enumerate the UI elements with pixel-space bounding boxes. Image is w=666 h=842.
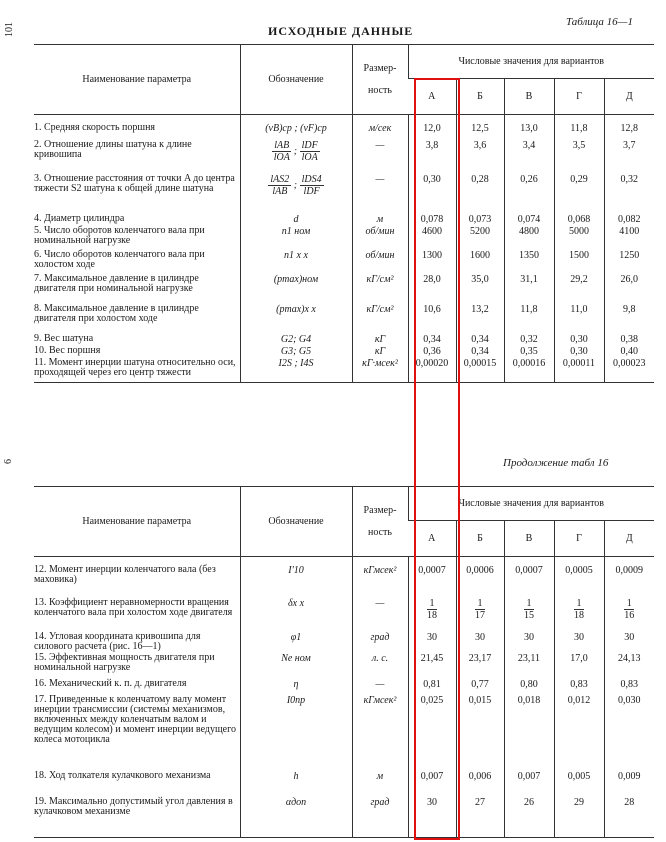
value-cell: 13,0 — [504, 115, 554, 139]
param-unit: кГ — [352, 345, 408, 357]
table-row — [34, 796, 654, 838]
variant-header-2-4: Д — [604, 521, 654, 557]
value-cell: 4100 — [604, 225, 654, 249]
param-symbol: h — [240, 770, 352, 796]
param-name: 7. Максимальное давление в цилиндре двигателя при номинальной нагрузке — [34, 272, 199, 294]
value-cell: 0,30 — [554, 345, 604, 357]
table-row — [34, 273, 654, 303]
col-header-unit-2-l1: Размер- — [363, 504, 397, 516]
table-row — [34, 652, 654, 678]
value-fraction-den: 15 — [524, 609, 534, 621]
param-symbol: η — [240, 678, 352, 694]
value-cell: 11,8 — [554, 115, 604, 139]
value-cell: 30 — [408, 796, 456, 838]
table-row — [34, 213, 654, 225]
symbol-fraction-den: lOA — [273, 151, 290, 163]
param-name: 2. Отношение длины шатуна к длине кривошипа — [34, 138, 192, 160]
param-unit: кГ — [352, 333, 408, 345]
param-unit: м — [352, 213, 408, 225]
col-header-name: Наименование параметра — [34, 45, 240, 115]
variant-header-4: Д — [604, 79, 654, 115]
value-cell: 21,45 — [408, 652, 456, 678]
value-cell: 0,34 — [456, 333, 504, 345]
value-cell: 0,32 — [604, 173, 654, 213]
value-cell: 17,0 — [554, 652, 604, 678]
side-mark: 6 — [3, 459, 14, 464]
param-unit: кГмсек² — [352, 557, 408, 597]
value-cell: 30 — [504, 631, 554, 652]
value-cell: 0,00023 — [604, 357, 654, 383]
value-cell: 0,83 — [554, 678, 604, 694]
value-cell: 9,8 — [604, 303, 654, 333]
value-cell: 12,0 — [408, 115, 456, 139]
value-cell: 0,30 — [408, 173, 456, 213]
param-symbol: φ1 — [240, 631, 352, 652]
param-unit: об/мин — [352, 249, 408, 273]
value-cell: 3,7 — [604, 139, 654, 173]
symbol-fraction-den: lAB — [272, 185, 288, 197]
param-symbol: n1 х х — [240, 249, 352, 273]
value-cell: 0,009 — [604, 770, 654, 796]
value-fraction-num: 1 — [427, 598, 437, 610]
table-row — [34, 173, 654, 213]
value-cell: 0,00016 — [504, 357, 554, 383]
table-row — [34, 678, 654, 694]
page-title: ИСХОДНЫЕ ДАННЫЕ — [268, 24, 414, 38]
table-row — [34, 225, 654, 249]
param-unit: — — [352, 173, 408, 213]
value-cell: 3,8 — [408, 139, 456, 173]
value-cell: 0,074 — [504, 213, 554, 225]
col-header-variants-2: Числовые значения для вариантов — [408, 487, 654, 521]
param-name: 1. Средняя скорость поршня — [34, 122, 156, 133]
value-cell: 0,34 — [408, 333, 456, 345]
table-row — [34, 303, 654, 333]
value-cell: 0,29 — [554, 173, 604, 213]
col-header-variants: Числовые значения для вариантов — [408, 45, 654, 79]
value-cell: 0,81 — [408, 678, 456, 694]
value-cell — [604, 597, 654, 631]
value-cell: 0,26 — [504, 173, 554, 213]
param-symbol: Ne ном — [240, 652, 352, 678]
col-header-unit — [352, 45, 408, 115]
value-cell: 0,0009 — [604, 557, 654, 597]
value-fraction-den: 18 — [427, 609, 437, 621]
value-fraction-den: 16 — [624, 609, 635, 621]
param-symbol: G3; G5 — [240, 345, 352, 357]
param-unit: л. с. — [352, 652, 408, 678]
param-unit: м/сек — [352, 115, 408, 139]
value-cell: 0,0006 — [456, 557, 504, 597]
symbol-fraction — [300, 140, 320, 163]
value-cell: 13,2 — [456, 303, 504, 333]
param-unit: — — [352, 597, 408, 631]
value-cell: 30 — [408, 631, 456, 652]
param-name: 4. Диаметр цилиндра — [34, 212, 125, 224]
param-name: 10. Вес поршня — [34, 344, 101, 356]
param-name: 14. Угловая координата кривошипа для силового расчета (рис. 16—1) — [34, 630, 201, 652]
value-cell: 29,2 — [554, 273, 604, 303]
value-cell: 0,007 — [408, 770, 456, 796]
value-cell: 4800 — [504, 225, 554, 249]
value-cell: 0,0005 — [554, 557, 604, 597]
param-symbol — [240, 139, 352, 173]
symbol-fraction — [300, 174, 324, 197]
col-header-symbol: Обозначение — [240, 45, 352, 115]
value-cell: 0,073 — [456, 213, 504, 225]
value-fraction-num: 1 — [524, 598, 534, 610]
value-cell: 4600 — [408, 225, 456, 249]
param-symbol — [240, 173, 352, 213]
param-unit: град — [352, 631, 408, 652]
variant-header-2: В — [504, 79, 554, 115]
col-header-symbol-2: Обозначение — [240, 487, 352, 557]
param-name: 18. Ход толкателя кулачкового механизма — [34, 769, 211, 781]
col-header-unit-l1: Размер- — [363, 62, 397, 74]
value-cell: 1300 — [408, 249, 456, 273]
param-name: 16. Механический к. п. д. двигателя — [34, 677, 187, 689]
value-cell: 12,8 — [604, 115, 654, 139]
param-unit: об/мин — [352, 225, 408, 249]
value-cell: 35,0 — [456, 273, 504, 303]
value-cell: 3,6 — [456, 139, 504, 173]
param-name: 9. Вес шатуна — [34, 332, 94, 344]
param-unit: м — [352, 770, 408, 796]
value-cell: 1350 — [504, 249, 554, 273]
value-cell: 1250 — [604, 249, 654, 273]
value-cell: 30 — [554, 631, 604, 652]
value-cell: 26,0 — [604, 273, 654, 303]
value-cell: 11,8 — [504, 303, 554, 333]
symbol-fraction-num: lDF — [301, 139, 318, 151]
variant-header-2-3: Г — [554, 521, 604, 557]
param-name: 11. Момент инерции шатуна относительно оси, проходящей через его центр тяжести — [34, 357, 240, 383]
table-row — [34, 631, 654, 652]
table-row — [34, 139, 654, 173]
value-cell: 30 — [456, 631, 504, 652]
value-cell: 0,0007 — [504, 557, 554, 597]
value-cell: 11,0 — [554, 303, 604, 333]
param-unit: град — [352, 796, 408, 838]
value-cell — [456, 597, 504, 631]
value-cell: 0,078 — [408, 213, 456, 225]
value-cell: 0,068 — [554, 213, 604, 225]
value-fraction — [624, 598, 634, 621]
symbol-fraction-den: lDF — [303, 185, 320, 197]
value-cell: 0,005 — [554, 770, 604, 796]
param-name: 12. Момент инерции коленчатого вала (без маховика) — [34, 564, 216, 585]
value-cell: 1600 — [456, 249, 504, 273]
value-cell: 0,38 — [604, 333, 654, 345]
param-unit: кГ/см² — [352, 273, 408, 303]
param-name: 13. Коэффициент неравномерности вращения коленчатого вала при холостом ходе двигателя — [34, 596, 233, 618]
variant-header-2-1: Б — [456, 521, 504, 557]
param-symbol: δх х — [240, 597, 352, 631]
params-table-2 — [34, 486, 654, 838]
table-row — [34, 333, 654, 345]
symbol-fraction — [268, 174, 291, 197]
value-fraction — [574, 598, 584, 621]
param-unit: кГмсек² — [352, 694, 408, 770]
symbol-fraction — [272, 140, 291, 163]
value-cell: 0,012 — [554, 694, 604, 770]
value-cell: 0,00015 — [456, 357, 504, 383]
param-unit: кГ/см² — [352, 303, 408, 333]
value-cell: 5200 — [456, 225, 504, 249]
param-symbol: αдоп — [240, 796, 352, 838]
symbol-separator: ; — [291, 179, 300, 191]
value-cell: 12,5 — [456, 115, 504, 139]
table-row — [34, 597, 654, 631]
value-cell: 0,018 — [504, 694, 554, 770]
value-cell: 3,4 — [504, 139, 554, 173]
param-symbol: (pmax)ном — [240, 273, 352, 303]
value-cell: 0,77 — [456, 678, 504, 694]
value-cell: 30 — [604, 631, 654, 652]
value-cell: 29 — [554, 796, 604, 838]
value-cell: 0,34 — [456, 345, 504, 357]
param-name: 17. Приведенные к коленчатому валу момент инерции трансмиссии (системы механизмов, включенных между коленчатым валом и ведущим колесом) и момент инерции ведущего колеса мотоцикла — [34, 693, 236, 745]
highlight-column-a — [414, 78, 460, 840]
param-unit: кГ·мсек² — [352, 357, 408, 383]
col-header-name-2: Наименование параметра — [34, 487, 240, 557]
value-cell — [504, 597, 554, 631]
col-header-unit-2 — [352, 487, 408, 557]
value-fraction-num: 1 — [574, 598, 584, 610]
variant-header-2-0: А — [408, 521, 456, 557]
value-cell: 24,13 — [604, 652, 654, 678]
value-fraction-num: 1 — [475, 598, 485, 610]
value-cell: 0,35 — [504, 345, 554, 357]
param-name: 6. Число оборотов коленчатого вала при холостом ходе — [34, 248, 205, 270]
table-row — [34, 557, 654, 597]
table-row — [34, 770, 654, 796]
value-cell: 28,0 — [408, 273, 456, 303]
page-number: 101 — [4, 22, 15, 37]
value-cell: 0,36 — [408, 345, 456, 357]
value-cell — [554, 597, 604, 631]
continuation-label: Продолжение табл 16 — [503, 457, 609, 469]
value-cell: 0,0007 — [408, 557, 456, 597]
value-cell: 23,17 — [456, 652, 504, 678]
value-fraction-den: 17 — [475, 609, 485, 621]
param-symbol: (vB)ср ; (vF)ср — [240, 115, 352, 139]
table-row — [34, 249, 654, 273]
param-name: 3. Отношение расстояния от точки A до центра тяжести S2 шатуна к общей длине шатуна — [34, 172, 235, 194]
table-row — [34, 345, 654, 357]
value-cell: 0,00020 — [408, 357, 456, 383]
value-cell: 28 — [604, 796, 654, 838]
value-cell: 10,6 — [408, 303, 456, 333]
value-cell: 1500 — [554, 249, 604, 273]
value-cell: 0,025 — [408, 694, 456, 770]
value-cell: 5000 — [554, 225, 604, 249]
value-cell: 0,40 — [604, 345, 654, 357]
value-fraction — [524, 598, 534, 621]
table-row — [34, 694, 654, 770]
value-cell: 26 — [504, 796, 554, 838]
value-cell: 3,5 — [554, 139, 604, 173]
symbol-separator: ; — [291, 145, 300, 157]
variant-header-0: А — [408, 79, 456, 115]
param-unit: — — [352, 678, 408, 694]
variant-header-3: Г — [554, 79, 604, 115]
param-symbol: G2; G4 — [240, 333, 352, 345]
value-fraction — [475, 598, 485, 621]
value-cell: 0,80 — [504, 678, 554, 694]
param-name: 5. Число оборотов коленчатого вала при номинальной нагрузке — [34, 224, 205, 246]
param-unit: — — [352, 139, 408, 173]
param-symbol: I2S ; I4S — [240, 357, 352, 383]
table-row — [34, 115, 654, 139]
variant-header-1: Б — [456, 79, 504, 115]
value-fraction-den: 18 — [574, 609, 584, 621]
param-name: 19. Максимально допустимый угол давления в кулачковом механизме — [34, 796, 240, 838]
value-cell: 0,28 — [456, 173, 504, 213]
param-symbol: I0пр — [240, 694, 352, 770]
table-row — [34, 357, 654, 383]
value-cell: 0,006 — [456, 770, 504, 796]
param-symbol: (pmax)х х — [240, 303, 352, 333]
param-symbol: n1 ном — [240, 225, 352, 249]
param-name: 8. Максимальное давление в цилиндре двигателя при холостом ходе — [34, 302, 199, 324]
value-cell: 0,32 — [504, 333, 554, 345]
symbol-fraction-den: lOA — [301, 151, 318, 163]
symbol-fraction-num: lDS4 — [301, 173, 322, 185]
symbol-fraction-num: lAS2 — [270, 173, 290, 185]
value-cell: 23,11 — [504, 652, 554, 678]
value-fraction-num: 1 — [624, 598, 634, 610]
col-header-unit-2-l2: ность — [368, 526, 392, 538]
value-cell: 31,1 — [504, 273, 554, 303]
value-cell: 0,30 — [554, 333, 604, 345]
value-cell: 0,082 — [604, 213, 654, 225]
table-label: Таблица 16—1 — [566, 16, 633, 28]
param-name: 15. Эффективная мощность двигателя при номинальной нагрузке — [34, 651, 215, 673]
value-cell: 0,00011 — [554, 357, 604, 383]
param-symbol: d — [240, 213, 352, 225]
col-header-unit-l2: ность — [368, 84, 392, 96]
symbol-fraction-num: lAB — [274, 139, 290, 151]
value-cell: 0,83 — [604, 678, 654, 694]
value-cell: 0,030 — [604, 694, 654, 770]
param-symbol: I'10 — [240, 557, 352, 597]
value-cell: 27 — [456, 796, 504, 838]
value-cell: 0,007 — [504, 770, 554, 796]
variant-header-2-2: В — [504, 521, 554, 557]
value-cell: 0,015 — [456, 694, 504, 770]
params-table-1 — [34, 44, 654, 383]
